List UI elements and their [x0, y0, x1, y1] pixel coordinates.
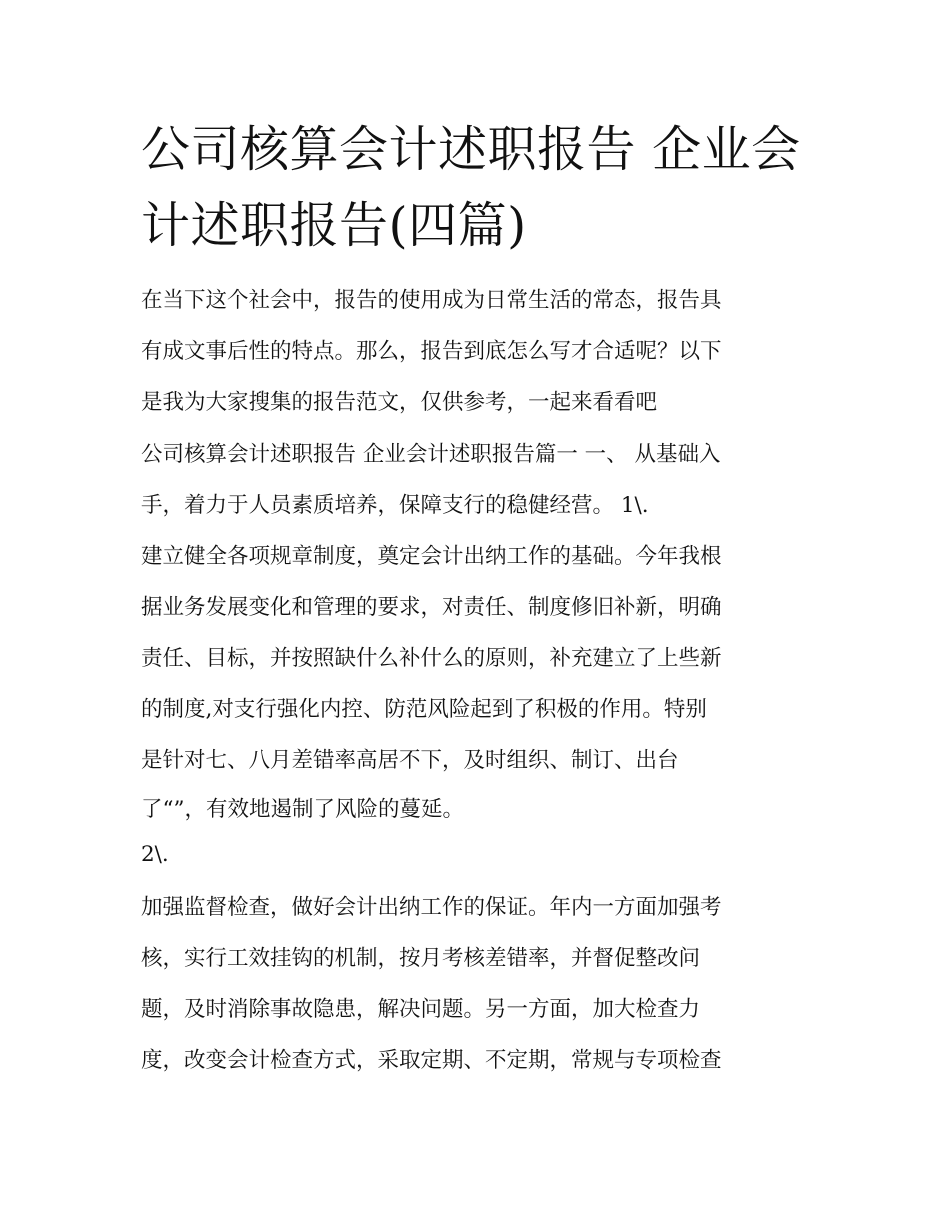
text-line: 核，实行工效挂钩的机制，按月考核差错率，并督促整改问	[141, 946, 701, 971]
text-line: 是我为大家搜集的报告范文，仅供参考，一起来看看吧	[141, 390, 658, 415]
text-line: 责任、目标，并按照缺什么补什么的原则，补充建立了上些新	[141, 646, 722, 671]
text-line: 手，着力于人员素质培养，保障支行的稳健经营。 1\.	[141, 493, 649, 518]
text-line: 在当下这个社会中，报告的使用成为日常生活的常态，报告具	[141, 288, 722, 313]
item-1-paragraph	[141, 531, 821, 833]
text-line: 公司核算会计述职报告 企业会计述职报告篇一 一、 从基础入	[141, 442, 721, 467]
item-2-paragraph	[141, 882, 821, 1086]
text-line: 建立健全各项规章制度，奠定会计出纳工作的基础。今年我根	[141, 544, 722, 569]
text-line: 了“”，有效地遏制了风险的蔓延。	[141, 797, 464, 822]
intro-paragraph	[141, 275, 821, 428]
item-2-label: 2\.	[141, 842, 169, 867]
text-line: 的制度,对支行强化内控、防范风险起到了积极的作用。特别	[141, 697, 707, 722]
title-line: 计述职报告(四篇)	[141, 197, 527, 254]
document-body	[141, 275, 821, 1086]
title-line: 公司核算会计述职报告 企业会	[141, 121, 801, 178]
text-line: 据业务发展变化和管理的要求，对责任、制度修旧补新，明确	[141, 595, 722, 620]
text-line: 度，改变会计检查方式，采取定期、不定期，常规与专项检查	[141, 1048, 722, 1073]
text-line: 有成文事后性的特点。那么，报告到底怎么写才合适呢？以下	[141, 339, 722, 364]
section-heading-paragraph	[141, 429, 821, 531]
text-line: 题，及时消除事故隐患，解决问题。另一方面，加大检查力	[141, 997, 701, 1022]
document-content	[141, 112, 821, 1086]
text-line: 加强监督检查，做好会计出纳工作的保证。年内一方面加强考	[141, 895, 722, 920]
document-title	[141, 112, 821, 264]
text-line: 是针对七、八月差错率高居不下，及时组织、制订、出台	[141, 748, 679, 773]
